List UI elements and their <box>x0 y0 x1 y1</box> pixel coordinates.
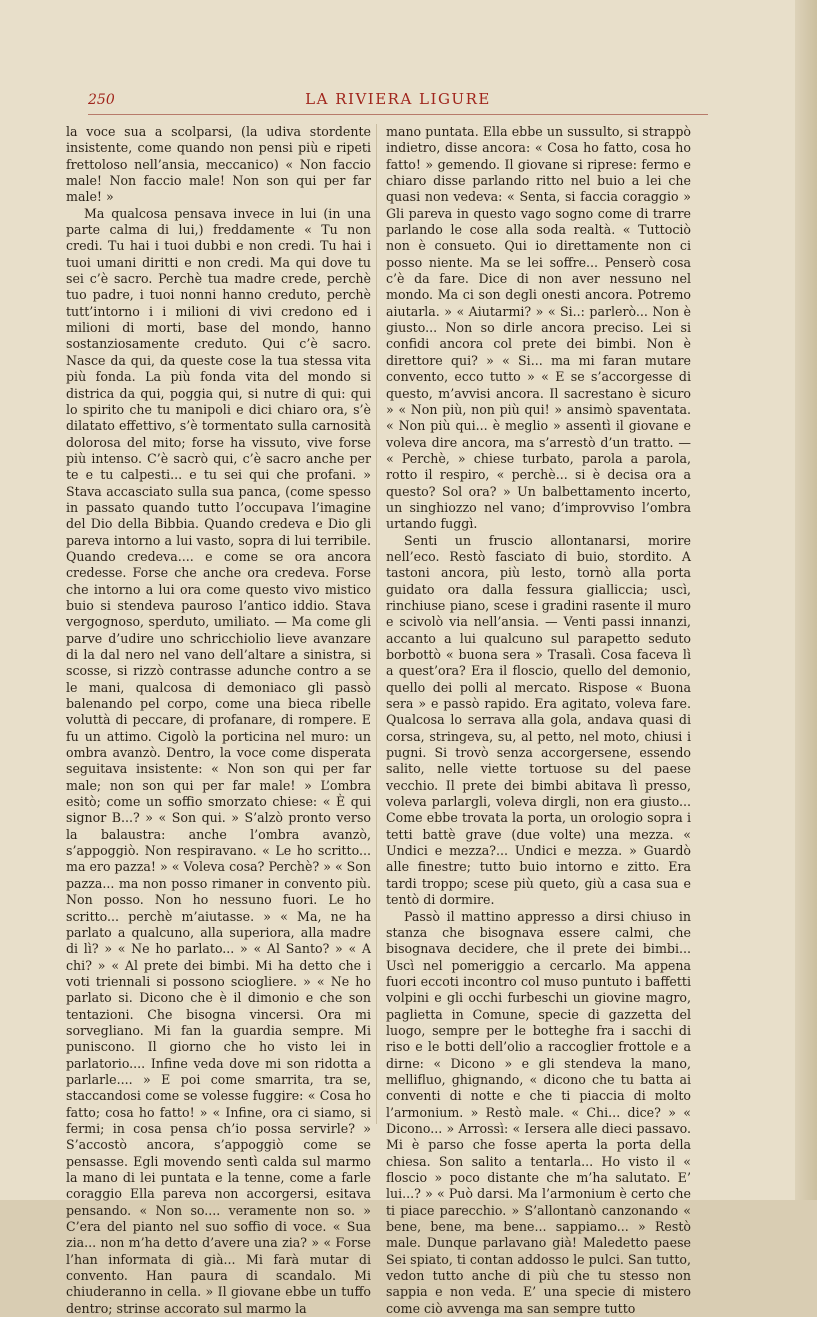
paragraph: Senti un fruscio allontanarsi, morire nell’eco. Restò fasciato di buio, stordito. A tastoni ancora, più lesto, tornò alla porta guidato ora dalla fessura gialliccia; uscì, rinchiuse piano, scese i gradini rasente il muro e scivolò via nell’ansia. — Venti passi innanzi, accanto a lui qualcuno sul parapetto seduto borbottò « buona sera » Trasalì. Cosa faceva lì a quest’ora? Era il floscio, quello del demonio, quello dei polli al mercato. Rispose « Buona sera » e passò rapido. Era agitato, voleva fare. Qualcosa lo serrava alla gola, andava quasi di corsa, stringeva, su, al petto, nel moto, chiusi i pugni. Si trovò senza accorgersene, essendo salito, nelle viette tortuose su del paese vecchio. Il prete dei bimbi abitava lì presso, voleva parlargli, voleva dirgli, non era giusto... Come ebbe trovata la porta, un orologio sopra i tetti battè grave (due volte) una mezza. « Undici e mezza?... Undici e mezza. » Guardò alle finestre; tutto buio intorno e zitto. Era tardi troppo; scese più queto, giù a casa sua e tentò di dormire. <box>386 533 691 909</box>
paragraph: Ma qualcosa pensava invece in lui (in una parte calma di lui,) freddamente « Tu non credi. Tu hai i tuoi dubbi e non credi. Tu hai i tuoi umani diritti e non credi. Ma qui dove tu sei c’è sacro. Perchè tua madre crede, perchè tuo padre, i tuoi nonni hanno creduto, perchè tutt’intorno i i milioni di vivi credono ed i milioni di morti, base del mondo, hanno sostanziosamente creduto. Qui c’è sacro. Nasce da qui, da queste cose la tua stessa vita più fonda. La più fonda vita del mondo si districa da qui, poggia qui, si nutre di qui: qui lo spirito che tu manipoli e dici chiaro ora, s’è dilatato effettivo, s’è tormentato sulla carnosità dolorosa del mito; forse ha vissuto, vive forse più intenso. C’è sacrò qui, c’è sacro anche per te e tu calpesti... e tu sei qui che profani. » Stava accasciato sulla sua panca, (come spesso in passato quando tutto l’occupava l’imagine del Dio della Bibbia. Quando credeva e Dio gli pareva intorno a lui vasto, sopra di lui terribile. Quando credeva.... e come se ora ancora credesse. Forse che anche ora credeva. Forse che intorno a lui ora come questo vivo mistico buio si stendeva pauroso l’antico iddio. Stava vergognoso, sperduto, umiliato. — Ma come gli parve d’udire uno schricchiolio lieve avanzare di la dal nero nel vano dell’altare a sinistra, si scosse, si rizzò contrasse adunche contro a se le mani, qualcosa di demoniaco gli passò balenando pel corpo, come una bieca ribelle voluttà di peccare, di profanare, di rompere. E fu un attimo. Cigolò la porticina nel muro: un ombra avanzò. Dentro, la voce come disperata seguitava insistente: « Non son qui per far male; non son qui per far male! » L’ombra esitò; come un soffio smorzato chiese: « È qui signor B...? » « Son qui. » S’alzò pronto verso la balaustra: anche l’ombra avanzò, s’appoggiò. Non respiravano. « Le ho scritto... ma ero pazza! » « Voleva cosa? Perchè? » « Son pazza... ma non posso rimaner in convento più. Non posso. Non ho nessuno fuori. Le ho scritto... perchè m’aiutasse. » « Ma, ne ha parlato a qualcuno, alla superiora, alla madre di lì? » « Ne ho parlato... » « Al Santo? » « A chi? » « Al prete dei bimbi. Mi ha detto che i voti triennali si possono sciogliere. » « Ne ho parlato si. Dicono che è il dimonio e che son tentazioni. Che bisogna vincersi. Ora mi sorvegliano. Mi fan la guardia sempre. Mi puniscono. Il giorno che ho visto lei in parlatorio.... Infine veda dove mi son ridotta a parlarle.... » E poi come smarrita, tra se, staccandosi come se volesse fuggire: « Cosa ho fatto; cosa ho fatto! » « Infine, ora ci siamo, si fermi; in cosa pensa ch’io possa servirle? » S’accostò ancora, s’appoggiò come se pensasse. Egli movendo sentì calda sul marmo la mano di lei puntata e la tenne, come a farle coraggio Ella pareva non accorgersi, esitava pensando. « Non so.... veramente non so. » C’era del pianto nel suo soffio di voce. « Sua zia... non m’ha detto d’avere una zia? » « Forse l’han informata di già... Mi farà mutar di convento. Han paura di scandalo. Mi chiuderanno in cella. » Il giovane ebbe un tuffo dentro; strinse accorato sul marmo la <box>66 206 371 1317</box>
paragraph: la voce sua a scolparsi, (la udiva stordente insistente, come quando non pensi più e ripeti frettoloso nell’ansia, meccanico) « Non faccio male! Non faccio male! Non son qui per far male! » <box>66 124 371 206</box>
column-divider <box>376 124 377 1124</box>
running-title: LA RIVIERA LIGURE <box>88 90 708 108</box>
paragraph: mano puntata. Ella ebbe un sussulto, si strappò indietro, disse ancora: « Cosa ho fatto, cosa ho fatto! » gemendo. Il giovane si riprese: fermo e chiaro disse parlando ritto nel buio a lei che quasi non vedeva: « Senta, si faccia coraggio » Gli pareva in questo vago sogno come di trarre parlando le cose alla soda realtà. « Tuttociò non è consueto. Qui io direttamente non ci posso niente. Ma se lei soffre... Penserò cosa c’è da fare. Dice di non aver nessuno nel mondo. Ma ci son degli onesti ancora. Potremo aiutarla. » « Aiutarmi? » « Si..: parlerò... Non è giusto... Non so dirle ancora preciso. Lei si confidi ancora col prete dei bimbi. Non è direttore qui? » « Si... ma mi faran mutare convento, ecco tutto » « E se s’accorgesse di questo, m’avvisi ancora. Il sacrestano è sicuro » « Non più, non più qui! » ansimò spaventata. « Non più qui... è meglio » assentì il giovane e voleva dire ancora, ma s’arrestò d’un tratto. — « Perchè, » chiese turbato, parola a parola, rotto il respiro, « perchè... si è decisa ora a questo? Sol ora? » Un balbettamento incerto, un singhiozzo nel vano; d’improvviso l’ombra urtando fuggì. <box>386 124 691 533</box>
page-number: 250 <box>88 92 115 108</box>
left-column <box>66 124 371 1129</box>
page-header <box>88 90 708 112</box>
right-column <box>386 124 691 1129</box>
page-edge <box>795 0 817 1200</box>
paragraph: Passò il mattino appresso a dirsi chiuso in stanza che bisognava essere calmi, che bisognava decidere, che il prete dei bimbi... Uscì nel pomeriggio a cercarlo. Ma appena fuori eccoti incontro col muso puntuto i baffetti volpini e gli occhi furbeschi un giovine magro, paglietta in Comune, specie di gazzetta del luogo, sempre per le botteghe fra i sacchi di riso e le botti dell’olio a raccoglier frottole e a dirne: « Dicono » e gli stendeva la mano, mellifluo, ghignando, « dicono che tu batta ai conventi di notte e che ti piaccia di molto l’armonium. » Restò male. « Chi... dice? » « Dicono... » Arrossì: « Iersera alle dieci passavo. Mi è parso che fosse aperta la porta della chiesa. Son salito a tentarla... Ho visto il « floscio » poco distante che m’ha salutato. E’ lui...? » « Può darsi. Ma l’armonium è certo che ti piace parecchio. » S’allontanò canzonando « bene, bene, ma bene... sappiamo... » Restò male. Dunque parlavano già! Maledetto paese Sei spiato, ti contan addosso le pulci. San tutto, vedon tutto anche di più che tu stesso non sappia e non veda. E’ una specie di mistero come ciò avvenga ma san sempre tutto <box>386 909 691 1317</box>
header-rule <box>88 114 708 115</box>
